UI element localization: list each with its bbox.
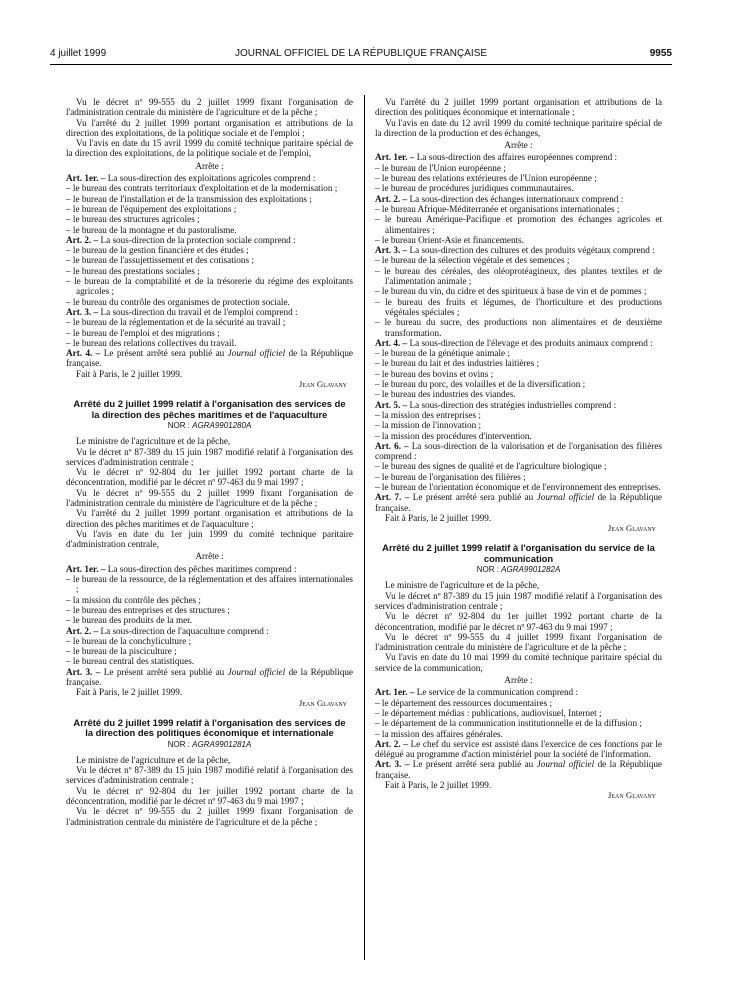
nor-label: NOR : — [167, 420, 193, 430]
visa-paragraph: Vu le décret nº 87-389 du 15 juin 1987 modifié relatif à l'organisation des services d'administration centrale ; — [375, 590, 662, 611]
list-item: – le bureau Afrique-Méditerranée et organisations internationales ; — [375, 204, 662, 214]
list-item: – la mission des procédures d'intervention. — [375, 431, 662, 441]
visa-paragraph: Vu le décret nº 92-804 du 1er juillet 1992 portant charte de la déconcentration, modifié par le décret nº 97-463 du 9 mai 1997 ; — [375, 611, 662, 632]
arrete-label: Arrête : — [504, 140, 533, 151]
article — [375, 400, 662, 410]
article-label: Art. 5. – — [375, 399, 408, 410]
list-item: – le bureau de l'équipement des exploitations ; — [66, 204, 353, 214]
article — [66, 564, 353, 574]
list-item: – le bureau de la conchyliculture ; — [66, 636, 353, 646]
list-item: – le bureau des céréales, des oléoprotéagineux, des plantes textiles et de l'alimentation animale ; — [375, 266, 662, 287]
article-label: Art. 2. – — [66, 234, 99, 245]
article-label: Art. 2. – — [66, 625, 99, 636]
list-item: – le bureau du sucre, des productions non alimentaires et de deuxième transformation. — [375, 317, 662, 338]
item-list — [66, 574, 353, 625]
item-list — [375, 204, 662, 245]
article-text: Le présent arrêté sera publié au — [412, 492, 537, 503]
visa-paragraph: Vu le décret nº 99-555 du 4 juillet 1999 fixant l'organisation de l'administration centrale du ministère de l'agriculture et de la pêche ; — [375, 631, 662, 653]
fait-line: Fait à Paris, le 2 juillet 1999. — [385, 512, 492, 523]
list-item: – le bureau de l'emploi et des migrations ; — [66, 328, 353, 338]
article-label: Art. 3. – — [375, 245, 408, 256]
visa-paragraph: Vu le décret nº 92-804 du 1er juillet 1992 portant charte de la déconcentration, modifié par le décret nº 97-463 du 9 mai 1997 ; — [66, 467, 353, 488]
article-text: La sous-direction des stratégies industrielles comprend : — [409, 399, 617, 410]
item-list — [375, 163, 662, 194]
nor-reference — [66, 740, 353, 750]
list-item: – le bureau des relations extérieures de l'Union européenne ; — [375, 173, 662, 183]
list-item: – la mission du contrôle des pêches ; — [66, 595, 353, 605]
list-item: – le bureau de la ressource, de la réglementation et des affaires internationales ; — [66, 574, 353, 595]
list-item: – la mission de l'innovation ; — [375, 420, 662, 430]
list-item: – le bureau des structures agricoles ; — [66, 214, 353, 224]
list-item: – le bureau du lait et des industries laitières ; — [375, 358, 662, 368]
left-column — [66, 97, 353, 827]
visa-block — [66, 755, 353, 827]
journal-officiel-ref: Journal officiel — [536, 759, 595, 770]
article — [66, 667, 353, 688]
list-item: – le bureau des produits de la mer. — [66, 615, 353, 625]
list-item: – le bureau de la comptabilité et de la trésorerie du régime des exploitants agricoles ; — [66, 276, 353, 297]
header-rule — [50, 64, 672, 65]
signature: Jean Glavany — [298, 379, 347, 390]
article-label: Art. 7. – — [375, 492, 410, 503]
decree-title: Arrêté du 2 juillet 1999 relatif à l'organisation du service de la communication — [382, 542, 655, 564]
item-list — [66, 183, 353, 234]
visa-block — [66, 97, 353, 159]
list-item: – le département médias : publications, audiovisuel, Internet ; — [375, 708, 662, 718]
article-text: Le service de la communication comprend : — [416, 687, 578, 698]
list-item: – le département de la communication institutionnelle et de la diffusion ; — [375, 718, 662, 728]
list-item: – le bureau du contrôle des organismes de protection sociale. — [66, 297, 353, 307]
article-text: La sous-direction de l'aquaculture comprend : — [100, 625, 269, 636]
article-text: de la République française. — [375, 492, 663, 513]
article-text: La sous-direction des exploitations agricoles comprend : — [107, 173, 316, 184]
article — [375, 245, 662, 255]
nor-code: AGRA9901280A — [192, 420, 252, 430]
list-item: – le bureau du vin, du cidre et des spiritueux à base de vin et de pommes ; — [375, 286, 662, 296]
visa-paragraph: Vu le décret nº 87-389 du 15 juin 1987 modifié relatif à l'organisation des services d'administration centrale ; — [66, 765, 353, 786]
article — [375, 492, 662, 513]
list-item: – le bureau central des statistiques. — [66, 656, 353, 666]
header-date: 4 juillet 1999 — [50, 48, 107, 59]
article — [66, 235, 353, 245]
journal-officiel-ref: Journal officiel — [227, 348, 286, 359]
nor-label: NOR : — [167, 739, 193, 749]
list-item: – le bureau de la génétique animale ; — [375, 348, 662, 358]
visa-paragraph: Le ministre de l'agriculture et de la pêche, — [385, 580, 540, 591]
nor-reference — [375, 565, 662, 575]
article — [66, 348, 353, 369]
article-label: Art. 3. – — [66, 306, 99, 317]
list-item: – le bureau des contrats territoriaux d'exploitation et de la modernisation ; — [66, 183, 353, 193]
list-item: – le bureau des industries des viandes. — [375, 389, 662, 399]
item-list — [66, 317, 353, 348]
item-list — [375, 410, 662, 441]
decree-title: Arrêté du 2 juillet 1999 relatif à l'organisation des services de la direction des pêches maritimes et de l'aquaculture — [73, 398, 346, 420]
article-label: Art. 4. – — [375, 337, 408, 348]
visa-paragraph: Vu l'arrêté du 2 juillet 1999 portant organisation et attributions de la direction des exploitations, de la politique sociale et de l'emploi ; — [66, 117, 353, 138]
list-item: – le bureau de l'organisation des filières ; — [375, 472, 662, 482]
arrete-label: Arrête : — [504, 675, 533, 686]
visa-paragraph: Vu le décret nº 99-555 du 2 juillet 1999 fixant l'organisation de l'administration centrale du ministère de l'agriculture et de la pêche ; — [66, 97, 353, 118]
article-text: Le chef du service est assisté dans l'exercice de ces fonctions par le délégué au programme d'action ministériel pour la société de l'information. — [375, 738, 663, 760]
visa-paragraph: Vu l'avis en date du 12 avril 1999 du comité technique paritaire spécial de la direction de la production et des échanges, — [375, 117, 662, 138]
fait-line: Fait à Paris, le 2 juillet 1999. — [76, 687, 183, 698]
item-list — [375, 461, 662, 492]
visa-paragraph: Le ministre de l'agriculture et de la pêche, — [76, 436, 231, 447]
visa-paragraph: Vu le décret nº 92-804 du 1er juillet 1992 portant charte de la déconcentration, modifié par le décret nº 97-463 du 9 mai 1997 ; — [66, 785, 353, 806]
article — [375, 759, 662, 780]
article-text: La sous-direction du travail et de l'emploi comprend : — [100, 306, 298, 317]
article-text: La sous-direction de l'élevage et des produits animaux comprend : — [409, 337, 653, 348]
article-label: Art. 4. – — [66, 348, 101, 359]
list-item: – le département des ressources documentaires ; — [375, 698, 662, 708]
list-item: – le bureau des fruits et légumes, de l'horticulture et des productions végétales spéciales ; — [375, 297, 662, 318]
list-item: – le bureau Orient-Asie et financements. — [375, 235, 662, 245]
list-item: – le bureau du porc, des volailles et de la diversification ; — [375, 379, 662, 389]
list-item: – le bureau de la réglementation et de la sécurité au travail ; — [66, 317, 353, 327]
nor-code: AGRA9901282A — [501, 565, 561, 575]
visa-paragraph: Vu l'avis en date du 1er juin 1999 du comité technique paritaire d'administration centrale, — [66, 528, 353, 550]
article-text: La sous-direction des pêches maritimes comprend : — [107, 563, 297, 574]
article-text: de la République française. — [375, 759, 663, 780]
list-item: – le bureau des signes de qualité et de l'agriculture biologique ; — [375, 461, 662, 471]
header-page-number: 9955 — [649, 48, 672, 59]
article-text: Le présent arrêté sera publié au — [103, 348, 228, 359]
article — [66, 173, 353, 183]
list-item: – le bureau de l'assujettissement et des cotisations ; — [66, 255, 353, 265]
article-text: La sous-direction de la valorisation et de l'organisation des filières comprend : — [375, 440, 662, 462]
signature: Jean Glavany — [607, 790, 656, 801]
article — [66, 626, 353, 636]
journal-officiel-ref: Journal officiel — [227, 666, 286, 677]
list-item: – le bureau de la montagne et du pastoralisme. — [66, 225, 353, 235]
list-item: – le bureau de procédures juridiques communautaires. — [375, 183, 662, 193]
visa-paragraph: Vu le décret nº 99-555 du 2 juillet 1999 fixant l'organisation de l'administration centrale du ministère de l'agriculture et de la pêche ; — [66, 806, 353, 827]
visa-paragraph: Le ministre de l'agriculture et de la pêche, — [76, 754, 231, 765]
list-item: – le bureau des prestations sociales ; — [66, 266, 353, 276]
article-label: Art. 2. – — [375, 738, 408, 749]
visa-block — [66, 436, 353, 549]
article — [375, 739, 662, 760]
article — [375, 338, 662, 348]
list-item: – le bureau de l'installation et de la transmission des exploitations ; — [66, 194, 353, 204]
right-column — [375, 97, 662, 811]
article — [375, 441, 662, 462]
column-divider — [364, 95, 365, 960]
article-label: Art. 3. – — [375, 759, 410, 770]
item-list — [375, 348, 662, 399]
nor-code: AGRA9901281A — [192, 739, 252, 749]
fait-line: Fait à Paris, le 2 juillet 1999. — [76, 368, 183, 379]
article-text: La sous-direction des affaires européennes comprend : — [416, 152, 618, 163]
arrete-label: Arrête : — [195, 160, 224, 171]
article — [375, 152, 662, 162]
list-item: – le bureau de la sélection végétale et des semences ; — [375, 255, 662, 265]
item-list — [66, 636, 353, 667]
article-label: Art. 1er. – — [66, 563, 106, 574]
list-item: – le bureau Amérique-Pacifique et promotion des échanges agricoles et alimentaires ; — [375, 214, 662, 235]
signature: Jean Glavany — [298, 697, 347, 708]
list-item: – le bureau de la pisciculture ; — [66, 646, 353, 656]
visa-paragraph: Vu l'avis en date du 10 mai 1999 du comité technique paritaire spécial du service de la communication, — [375, 652, 662, 673]
article — [375, 687, 662, 697]
decree-title: Arrêté du 2 juillet 1999 relatif à l'organisation des services de la direction des politiques économique et internationale — [73, 716, 346, 739]
list-item: – le bureau des bovins et ovins ; — [375, 369, 662, 379]
article-text: Le présent arrêté sera publié au — [412, 759, 537, 770]
list-item: – le bureau de l'Union européenne ; — [375, 163, 662, 173]
article-text: de la République française. — [66, 666, 354, 688]
visa-block — [375, 97, 662, 138]
article-text: de la République française. — [66, 348, 354, 369]
list-item: – le bureau de l'orientation économique et de l'environnement des entreprises. — [375, 482, 662, 492]
visa-paragraph: Vu l'avis en date du 15 avril 1999 du comité technique paritaire spécial de la direction des exploitations, de la politique sociale et de l'emploi, — [66, 138, 353, 159]
arrete-label: Arrête : — [195, 551, 224, 562]
article — [375, 194, 662, 204]
fait-line: Fait à Paris, le 2 juillet 1999. — [385, 780, 492, 790]
header-journal-title: JOURNAL OFFICIEL DE LA RÉPUBLIQUE FRANÇAISE — [234, 48, 488, 59]
article-label: Art. 6. – — [375, 440, 409, 451]
list-item: – le bureau des relations collectives du travail. — [66, 338, 353, 348]
visa-block — [375, 580, 662, 673]
nor-reference — [66, 421, 353, 431]
visa-paragraph: Vu l'arrêté du 2 juillet 1999 portant organisation et attributions de la direction des politiques économique et internationale ; — [375, 97, 662, 118]
list-item: – la mission des entreprises ; — [375, 410, 662, 420]
article-label: Art. 3. – — [66, 666, 101, 677]
article-label: Art. 1er. – — [375, 152, 415, 163]
list-item: – le bureau de la gestion financière et des études ; — [66, 245, 353, 255]
article-label: Art. 1er. – — [375, 687, 415, 698]
signature: Jean Glavany — [607, 523, 656, 534]
article-label: Art. 2. – — [375, 193, 408, 204]
article-text: La sous-direction des cultures et des produits végétaux comprend : — [409, 245, 655, 256]
item-list — [375, 255, 662, 337]
visa-paragraph: Vu le décret nº 87-389 du 15 juin 1987 modifié relatif à l'organisation des services d'administration centrale ; — [66, 446, 353, 467]
journal-officiel-ref: Journal officiel — [536, 492, 595, 503]
visa-paragraph: Vu le décret nº 99-555 du 2 juillet 1999 fixant l'organisation de l'administration centrale du ministère de l'agriculture et de la pêche ; — [66, 487, 353, 508]
list-item: – le bureau des entreprises et des structures ; — [66, 605, 353, 615]
article-label: Art. 1er. – — [66, 173, 106, 184]
article-text: La sous-direction des échanges internationaux comprend : — [409, 193, 624, 204]
nor-label: NOR : — [476, 565, 502, 575]
item-list — [375, 698, 662, 739]
article-text: La sous-direction de la protection sociale comprend : — [100, 234, 296, 245]
list-item: – la mission des affaires générales. — [375, 729, 662, 739]
item-list — [66, 245, 353, 307]
page-header — [50, 48, 672, 64]
article-text: Le présent arrêté sera publié au — [103, 666, 228, 677]
article — [66, 307, 353, 317]
visa-paragraph: Vu l'arrêté du 2 juillet 1999 portant organisation et attributions de la direction des pêches maritimes et de l'aquaculture ; — [66, 508, 353, 529]
